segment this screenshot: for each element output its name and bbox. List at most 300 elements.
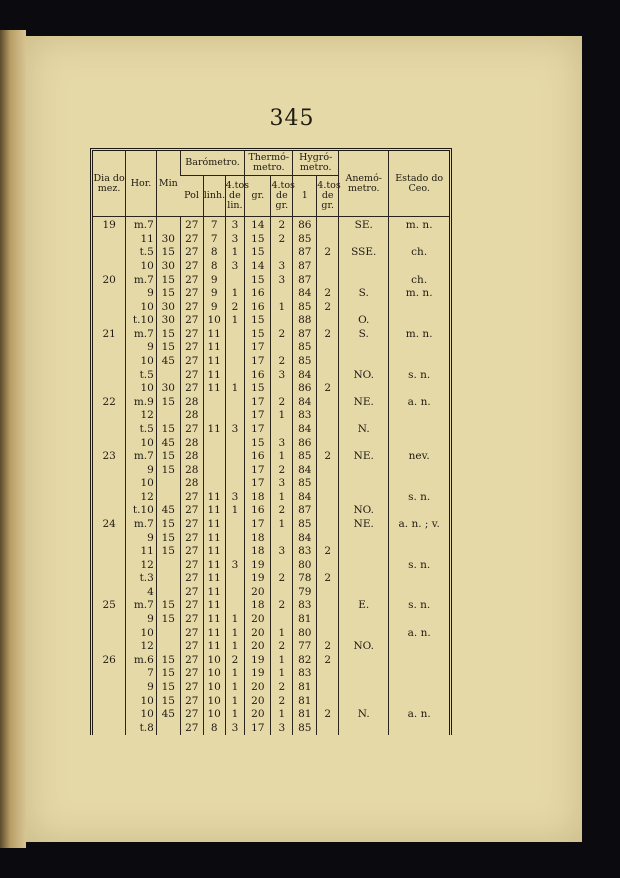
cell-hgr: 87 <box>293 504 317 518</box>
cell-qlin: 3 <box>225 260 245 274</box>
table-row <box>93 382 449 396</box>
cell-pol: 27 <box>180 341 203 355</box>
cell-dia <box>93 572 126 586</box>
cell-pol: 27 <box>180 545 203 559</box>
cell-min: 15 <box>156 545 180 559</box>
cell-hgr: 77 <box>293 640 317 654</box>
cell-tgr: 18 <box>245 531 271 545</box>
cell-tq: 3 <box>271 260 293 274</box>
cell-tq: 2 <box>271 694 293 708</box>
cell-tq: 1 <box>271 518 293 532</box>
cell-anem <box>339 586 389 600</box>
cell-anem <box>339 300 389 314</box>
cell-hq <box>317 613 339 627</box>
table-row <box>93 246 449 260</box>
cell-tgr: 15 <box>245 436 271 450</box>
page-number: 345 <box>269 106 315 131</box>
cell-pol: 27 <box>180 355 203 369</box>
cell-tq: 3 <box>271 545 293 559</box>
cell-dia <box>93 246 126 260</box>
cell-hq <box>317 314 339 328</box>
cell-lin <box>203 396 225 410</box>
cell-hgr: 81 <box>293 681 317 695</box>
cell-min <box>156 368 180 382</box>
table-row <box>93 558 449 572</box>
cell-hor: m.9 <box>126 396 157 410</box>
cell-qlin: 3 <box>225 491 245 505</box>
cell-dia <box>93 721 126 735</box>
cell-tgr: 19 <box>245 572 271 586</box>
cell-hor: 10 <box>126 626 157 640</box>
cell-anem: NO. <box>339 640 389 654</box>
cell-hq <box>317 409 339 423</box>
cell-pol: 27 <box>180 654 203 668</box>
cell-est <box>389 640 449 654</box>
cell-hq <box>317 423 339 437</box>
cell-est <box>389 233 449 247</box>
cell-hor: t.10 <box>126 504 157 518</box>
cell-est <box>389 463 449 477</box>
cell-tgr: 20 <box>245 613 271 627</box>
header-dia: Dia do mez. <box>93 151 126 217</box>
cell-min: 45 <box>156 708 180 722</box>
cell-qlin: 3 <box>225 233 245 247</box>
cell-lin: 9 <box>203 287 225 301</box>
cell-tq: 1 <box>271 450 293 464</box>
cell-tq <box>271 423 293 437</box>
cell-hor: 10 <box>126 300 157 314</box>
cell-min <box>156 217 180 233</box>
cell-hgr: 85 <box>293 518 317 532</box>
cell-hor: t.5 <box>126 368 157 382</box>
cell-lin: 11 <box>203 504 225 518</box>
cell-qlin <box>225 518 245 532</box>
header-thermo-gr: gr. <box>245 176 271 217</box>
cell-qlin: 1 <box>225 640 245 654</box>
cell-anem <box>339 613 389 627</box>
cell-pol: 27 <box>180 491 203 505</box>
table-row <box>93 721 449 735</box>
cell-tgr: 18 <box>245 599 271 613</box>
cell-lin: 9 <box>203 300 225 314</box>
cell-pol: 27 <box>180 233 203 247</box>
cell-hor: 10 <box>126 382 157 396</box>
cell-tgr: 17 <box>245 423 271 437</box>
cell-pol: 27 <box>180 382 203 396</box>
cell-pol: 27 <box>180 217 203 233</box>
cell-hgr: 86 <box>293 436 317 450</box>
cell-tq: 1 <box>271 626 293 640</box>
cell-tq <box>271 314 293 328</box>
cell-lin: 11 <box>203 572 225 586</box>
cell-lin: 11 <box>203 599 225 613</box>
cell-hgr: 80 <box>293 558 317 572</box>
cell-pol: 27 <box>180 246 203 260</box>
cell-min: 15 <box>156 463 180 477</box>
cell-est: m. n. <box>389 217 449 233</box>
cell-tgr: 16 <box>245 504 271 518</box>
cell-anem <box>339 355 389 369</box>
cell-hgr: 86 <box>293 382 317 396</box>
cell-pol: 27 <box>180 314 203 328</box>
cell-tgr: 16 <box>245 450 271 464</box>
cell-min: 15 <box>156 667 180 681</box>
cell-est <box>389 436 449 450</box>
cell-tgr: 17 <box>245 396 271 410</box>
table-row <box>93 599 449 613</box>
book-spine <box>0 30 26 848</box>
table-row <box>93 368 449 382</box>
table-row <box>93 314 449 328</box>
cell-tgr: 20 <box>245 626 271 640</box>
cell-hgr: 84 <box>293 368 317 382</box>
cell-lin: 8 <box>203 721 225 735</box>
cell-anem: NE. <box>339 396 389 410</box>
table-row <box>93 613 449 627</box>
cell-pol: 27 <box>180 667 203 681</box>
header-quartos-lin: 4.tos de lin. <box>225 176 245 217</box>
cell-min <box>156 491 180 505</box>
cell-lin: 11 <box>203 545 225 559</box>
cell-min <box>156 626 180 640</box>
cell-tq: 3 <box>271 477 293 491</box>
cell-pol: 27 <box>180 504 203 518</box>
cell-hq <box>317 586 339 600</box>
cell-tq <box>271 382 293 396</box>
header-thermo-quartos: 4.tos de gr. <box>271 176 293 217</box>
table-row <box>93 681 449 695</box>
cell-pol: 27 <box>180 287 203 301</box>
cell-hgr: 83 <box>293 409 317 423</box>
cell-hq <box>317 341 339 355</box>
cell-hq: 2 <box>317 708 339 722</box>
cell-qlin <box>225 477 245 491</box>
cell-hgr: 87 <box>293 328 317 342</box>
cell-dia <box>93 341 126 355</box>
cell-qlin: 3 <box>225 721 245 735</box>
table-row <box>93 341 449 355</box>
cell-tq: 2 <box>271 599 293 613</box>
cell-tgr: 17 <box>245 355 271 369</box>
cell-qlin <box>225 545 245 559</box>
cell-est: m. n. <box>389 328 449 342</box>
cell-dia <box>93 640 126 654</box>
cell-anem <box>339 626 389 640</box>
cell-qlin <box>225 450 245 464</box>
cell-hq <box>317 436 339 450</box>
cell-tgr: 20 <box>245 586 271 600</box>
cell-tq: 1 <box>271 708 293 722</box>
cell-lin: 11 <box>203 355 225 369</box>
cell-anem <box>339 341 389 355</box>
cell-min: 45 <box>156 436 180 450</box>
table-row <box>93 531 449 545</box>
cell-qlin <box>225 572 245 586</box>
cell-min: 30 <box>156 260 180 274</box>
cell-dia <box>93 708 126 722</box>
cell-lin: 11 <box>203 586 225 600</box>
cell-est <box>389 300 449 314</box>
cell-hq <box>317 504 339 518</box>
book-page <box>26 36 582 842</box>
cell-tgr: 15 <box>245 233 271 247</box>
cell-anem: N. <box>339 708 389 722</box>
cell-dia <box>93 626 126 640</box>
cell-hq <box>317 477 339 491</box>
cell-pol: 27 <box>180 518 203 532</box>
table-row <box>93 667 449 681</box>
cell-hgr: 84 <box>293 423 317 437</box>
cell-qlin: 1 <box>225 626 245 640</box>
cell-est: a. n. ; v. <box>389 518 449 532</box>
header-barometro: Barómetro. <box>180 151 244 176</box>
cell-qlin <box>225 463 245 477</box>
cell-hor: 7 <box>126 667 157 681</box>
cell-lin <box>203 409 225 423</box>
cell-tq: 1 <box>271 491 293 505</box>
cell-lin: 11 <box>203 382 225 396</box>
cell-pol: 27 <box>180 572 203 586</box>
cell-hq <box>317 273 339 287</box>
cell-anem: NE. <box>339 518 389 532</box>
cell-tq: 2 <box>271 463 293 477</box>
cell-hor: m.7 <box>126 450 157 464</box>
cell-anem: NO. <box>339 368 389 382</box>
cell-hq <box>317 599 339 613</box>
cell-hgr: 84 <box>293 396 317 410</box>
cell-hor: 10 <box>126 708 157 722</box>
cell-hq: 2 <box>317 654 339 668</box>
cell-hor: m.7 <box>126 328 157 342</box>
cell-dia <box>93 667 126 681</box>
cell-qlin: 1 <box>225 314 245 328</box>
cell-hor: 9 <box>126 531 157 545</box>
table-header <box>93 151 449 217</box>
cell-dia <box>93 477 126 491</box>
cell-anem: E. <box>339 599 389 613</box>
cell-dia <box>93 382 126 396</box>
cell-est <box>389 572 449 586</box>
cell-est <box>389 477 449 491</box>
cell-anem: S. <box>339 287 389 301</box>
cell-min <box>156 640 180 654</box>
cell-tq: 2 <box>271 681 293 695</box>
cell-pol: 28 <box>180 396 203 410</box>
cell-qlin: 1 <box>225 287 245 301</box>
cell-hor: t.8 <box>126 721 157 735</box>
cell-pol: 27 <box>180 328 203 342</box>
cell-lin: 10 <box>203 681 225 695</box>
cell-anem: O. <box>339 314 389 328</box>
cell-qlin: 1 <box>225 681 245 695</box>
cell-min: 15 <box>156 450 180 464</box>
cell-min: 15 <box>156 518 180 532</box>
cell-hq <box>317 233 339 247</box>
cell-min: 15 <box>156 273 180 287</box>
cell-tgr: 17 <box>245 518 271 532</box>
cell-tgr: 14 <box>245 217 271 233</box>
cell-min: 15 <box>156 694 180 708</box>
cell-lin: 11 <box>203 423 225 437</box>
cell-dia <box>93 260 126 274</box>
cell-pol: 28 <box>180 450 203 464</box>
cell-tq: 1 <box>271 409 293 423</box>
cell-dia: 21 <box>102 327 116 340</box>
cell-hgr: 85 <box>293 721 317 735</box>
cell-dia <box>93 694 126 708</box>
cell-min: 15 <box>156 613 180 627</box>
cell-hq <box>317 721 339 735</box>
cell-tgr: 17 <box>245 721 271 735</box>
cell-dia: 23 <box>102 450 116 463</box>
cell-hor: 9 <box>126 463 157 477</box>
cell-hq <box>317 681 339 695</box>
table-row <box>93 477 449 491</box>
cell-hq <box>317 260 339 274</box>
header-estado: Estado do Ceo. <box>389 151 449 217</box>
table-row <box>93 694 449 708</box>
cell-dia <box>93 545 126 559</box>
cell-hor: t.5 <box>126 423 157 437</box>
cell-lin: 7 <box>203 233 225 247</box>
cell-hgr: 85 <box>293 341 317 355</box>
cell-tgr: 15 <box>245 328 271 342</box>
cell-hq <box>317 217 339 233</box>
cell-qlin <box>225 273 245 287</box>
cell-min <box>156 558 180 572</box>
cell-pol: 27 <box>180 368 203 382</box>
cell-qlin <box>225 341 245 355</box>
cell-min <box>156 586 180 600</box>
cell-lin: 11 <box>203 341 225 355</box>
cell-lin: 11 <box>203 640 225 654</box>
cell-hor: 11 <box>126 233 157 247</box>
cell-hq: 2 <box>317 300 339 314</box>
cell-dia <box>93 681 126 695</box>
header-hygro-quartos: 4.tos de gr. <box>317 176 339 217</box>
cell-anem <box>339 654 389 668</box>
cell-tq: 2 <box>271 217 293 233</box>
cell-anem <box>339 409 389 423</box>
cell-est: a. n. <box>389 708 449 722</box>
cell-dia: 19 <box>102 219 116 232</box>
cell-dia <box>93 233 126 247</box>
table-row <box>93 572 449 586</box>
cell-hor: 10 <box>126 260 157 274</box>
cell-tgr: 14 <box>245 260 271 274</box>
cell-est: nev. <box>389 450 449 464</box>
cell-lin: 9 <box>203 273 225 287</box>
cell-est <box>389 504 449 518</box>
cell-hor: 11 <box>126 545 157 559</box>
cell-hgr: 84 <box>293 463 317 477</box>
cell-min: 15 <box>156 423 180 437</box>
cell-tq: 2 <box>271 355 293 369</box>
cell-pol: 28 <box>180 409 203 423</box>
cell-lin: 11 <box>203 626 225 640</box>
cell-anem <box>339 491 389 505</box>
cell-est <box>389 382 449 396</box>
cell-hor: 9 <box>126 681 157 695</box>
cell-pol: 27 <box>180 599 203 613</box>
cell-tq <box>271 531 293 545</box>
cell-est <box>389 694 449 708</box>
cell-dia <box>93 558 126 572</box>
cell-hq: 2 <box>317 450 339 464</box>
cell-min: 30 <box>156 314 180 328</box>
cell-dia <box>93 409 126 423</box>
cell-dia <box>93 531 126 545</box>
cell-lin <box>203 477 225 491</box>
cell-qlin <box>225 531 245 545</box>
cell-hgr: 83 <box>293 667 317 681</box>
cell-hgr: 85 <box>293 233 317 247</box>
cell-hq <box>317 355 339 369</box>
cell-hq <box>317 667 339 681</box>
cell-tgr: 20 <box>245 640 271 654</box>
table-row <box>93 586 449 600</box>
cell-anem <box>339 273 389 287</box>
cell-anem: SE. <box>339 217 389 233</box>
cell-hor: 9 <box>126 341 157 355</box>
cell-dia <box>93 586 126 600</box>
cell-est <box>389 409 449 423</box>
cell-hgr: 87 <box>293 273 317 287</box>
cell-tgr: 15 <box>245 246 271 260</box>
cell-lin: 11 <box>203 491 225 505</box>
cell-hq <box>317 368 339 382</box>
table-body <box>93 217 449 735</box>
cell-anem <box>339 382 389 396</box>
cell-min: 15 <box>156 681 180 695</box>
cell-hor: m.7 <box>126 217 157 233</box>
cell-qlin: 1 <box>225 694 245 708</box>
cell-tq: 2 <box>271 396 293 410</box>
cell-anem <box>339 531 389 545</box>
cell-min <box>156 721 180 735</box>
cell-hgr: 79 <box>293 586 317 600</box>
cell-tgr: 17 <box>245 477 271 491</box>
cell-hgr: 78 <box>293 572 317 586</box>
cell-hor: m.7 <box>126 518 157 532</box>
cell-tgr: 20 <box>245 694 271 708</box>
table-row <box>93 491 449 505</box>
cell-qlin <box>225 436 245 450</box>
cell-tq: 3 <box>271 721 293 735</box>
cell-hq: 2 <box>317 640 339 654</box>
cell-qlin: 3 <box>225 423 245 437</box>
cell-tgr: 20 <box>245 681 271 695</box>
cell-qlin: 1 <box>225 708 245 722</box>
cell-tgr: 18 <box>245 545 271 559</box>
cell-pol: 27 <box>180 708 203 722</box>
cell-hq <box>317 518 339 532</box>
cell-tq <box>271 341 293 355</box>
cell-est <box>389 586 449 600</box>
cell-pol: 27 <box>180 300 203 314</box>
cell-hor: 10 <box>126 694 157 708</box>
cell-dia <box>93 504 126 518</box>
cell-pol: 27 <box>180 531 203 545</box>
cell-anem <box>339 477 389 491</box>
cell-est <box>389 721 449 735</box>
cell-pol: 27 <box>180 626 203 640</box>
cell-qlin: 1 <box>225 246 245 260</box>
cell-lin: 11 <box>203 613 225 627</box>
table-row <box>93 708 449 722</box>
cell-tgr: 18 <box>245 491 271 505</box>
header-hygro-gr: 1 <box>293 176 317 217</box>
